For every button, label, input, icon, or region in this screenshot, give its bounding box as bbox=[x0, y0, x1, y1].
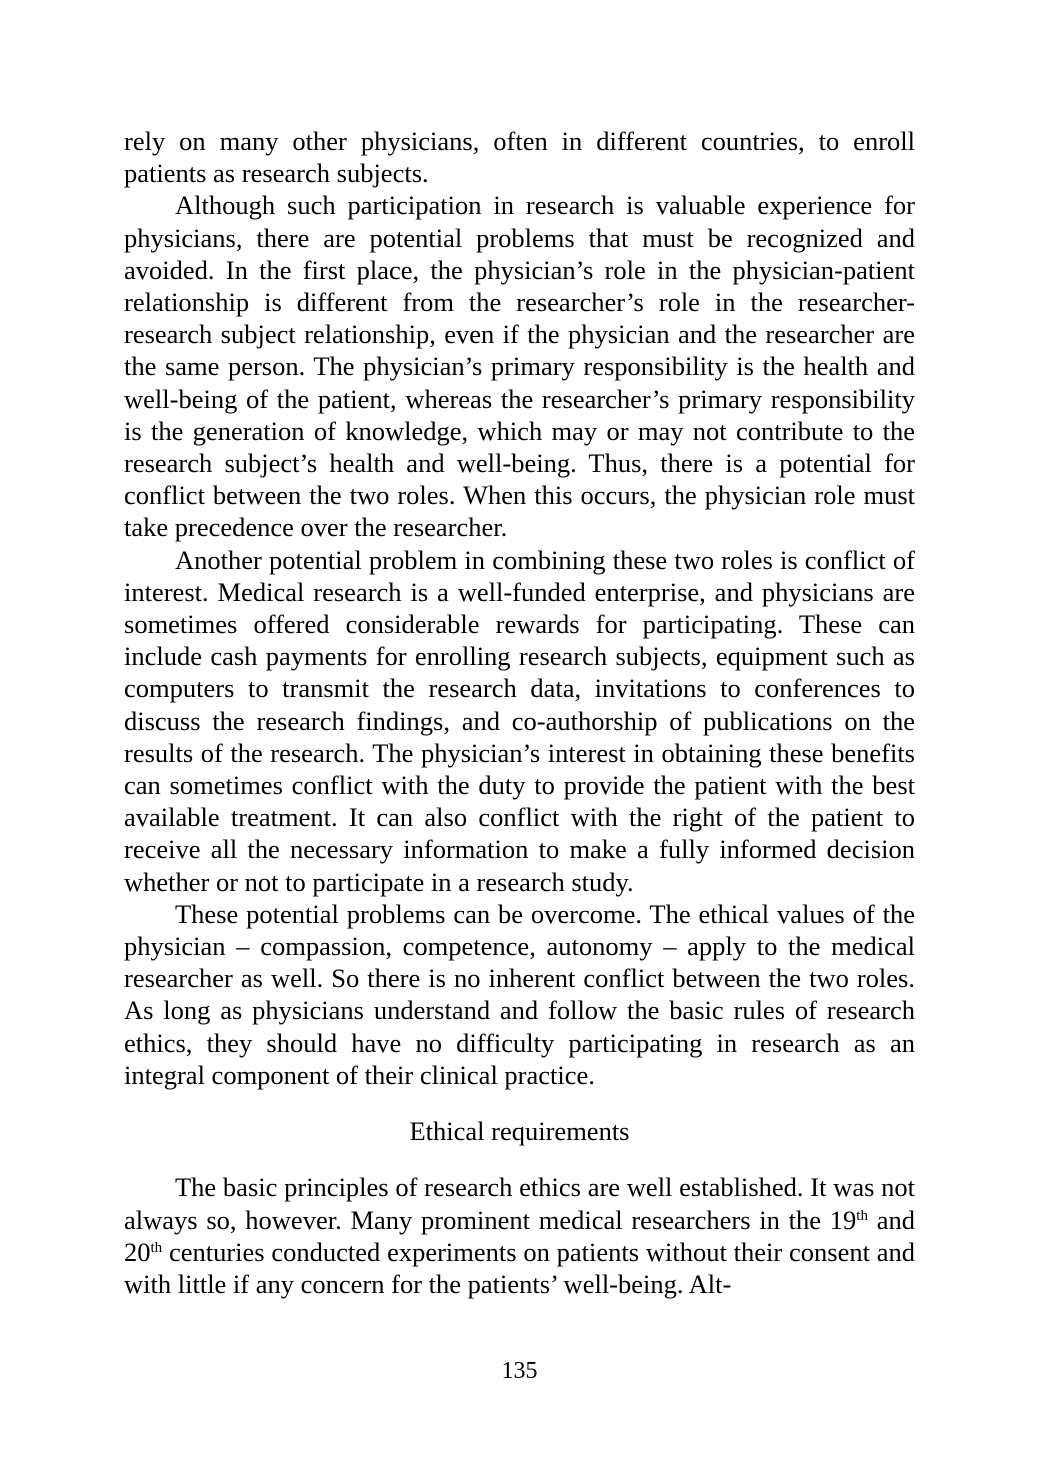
section-heading: Ethical requirements bbox=[409, 1116, 630, 1147]
paragraph-text-part-2: and 20 bbox=[124, 1204, 915, 1267]
paragraph-text-part-3: centuries conducted experiments on patients without their consent and with little if any concern for the patients’ well-being. Alt- bbox=[124, 1236, 915, 1299]
paragraph-continuation: rely on many other physicians, often in different countries, to enroll patients as research subjects. bbox=[124, 126, 915, 189]
paragraph-participation-problems: Although such participation in research is valuable experience for physicians, there are potential problems that must be recognized and avoided. In the first place, the physician’s role in the physician-patient relationship is different from the researcher’s role in the researcher-research subject relationship, even if the physician and the researcher are the same person. The physician’s primary responsibility is the health and well-being of the patient, whereas the researcher’s primary responsibility is the generation of knowledge, which may or may not contribute to the research subject’s health and well-being. Thus, there is a potential for conflict between the two roles. When this occurs, the physician role must take precedence over the researcher. bbox=[124, 190, 915, 543]
superscript-th-2: th bbox=[150, 1239, 163, 1256]
paragraph-basic-principles bbox=[124, 1171, 915, 1300]
paragraph-overcoming-problems: These potential problems can be overcome. The ethical values of the physician – compassion, competence, autonomy – apply to the medical researcher as well. So there is no inherent conflict between the two roles. As long as physicians understand and follow the basic rules of research ethics, they should have no difficulty participating in research as an integral component of their clinical practice. bbox=[124, 898, 915, 1090]
superscript-th-1: th bbox=[856, 1207, 868, 1224]
page-number: 135 bbox=[501, 1358, 538, 1384]
paragraph-text-part-1: The basic principles of research ethics are well established. It was not always so, however. Many prominent medical researchers in the 19 bbox=[124, 1172, 915, 1235]
paragraph-conflict-of-interest: Another potential problem in combining these two roles is conflict of interest. Medical research is a well-funded enterprise, and physicians are sometimes offered considerable rewards for participating. These can include cash payments for enrolling research subjects, equipment such as computers to transmit the research data, invitations to conferences to discuss the research findings, and co-authorship of publications on the results of the research. The physician’s interest in obtaining these benefits can sometimes conflict with the duty to provide the patient with the best available treatment. It can also conflict with the right of the patient to receive all the necessary information to make a fully informed decision whether or not to participate in a research study. bbox=[124, 544, 915, 897]
body-text bbox=[124, 125, 915, 1300]
